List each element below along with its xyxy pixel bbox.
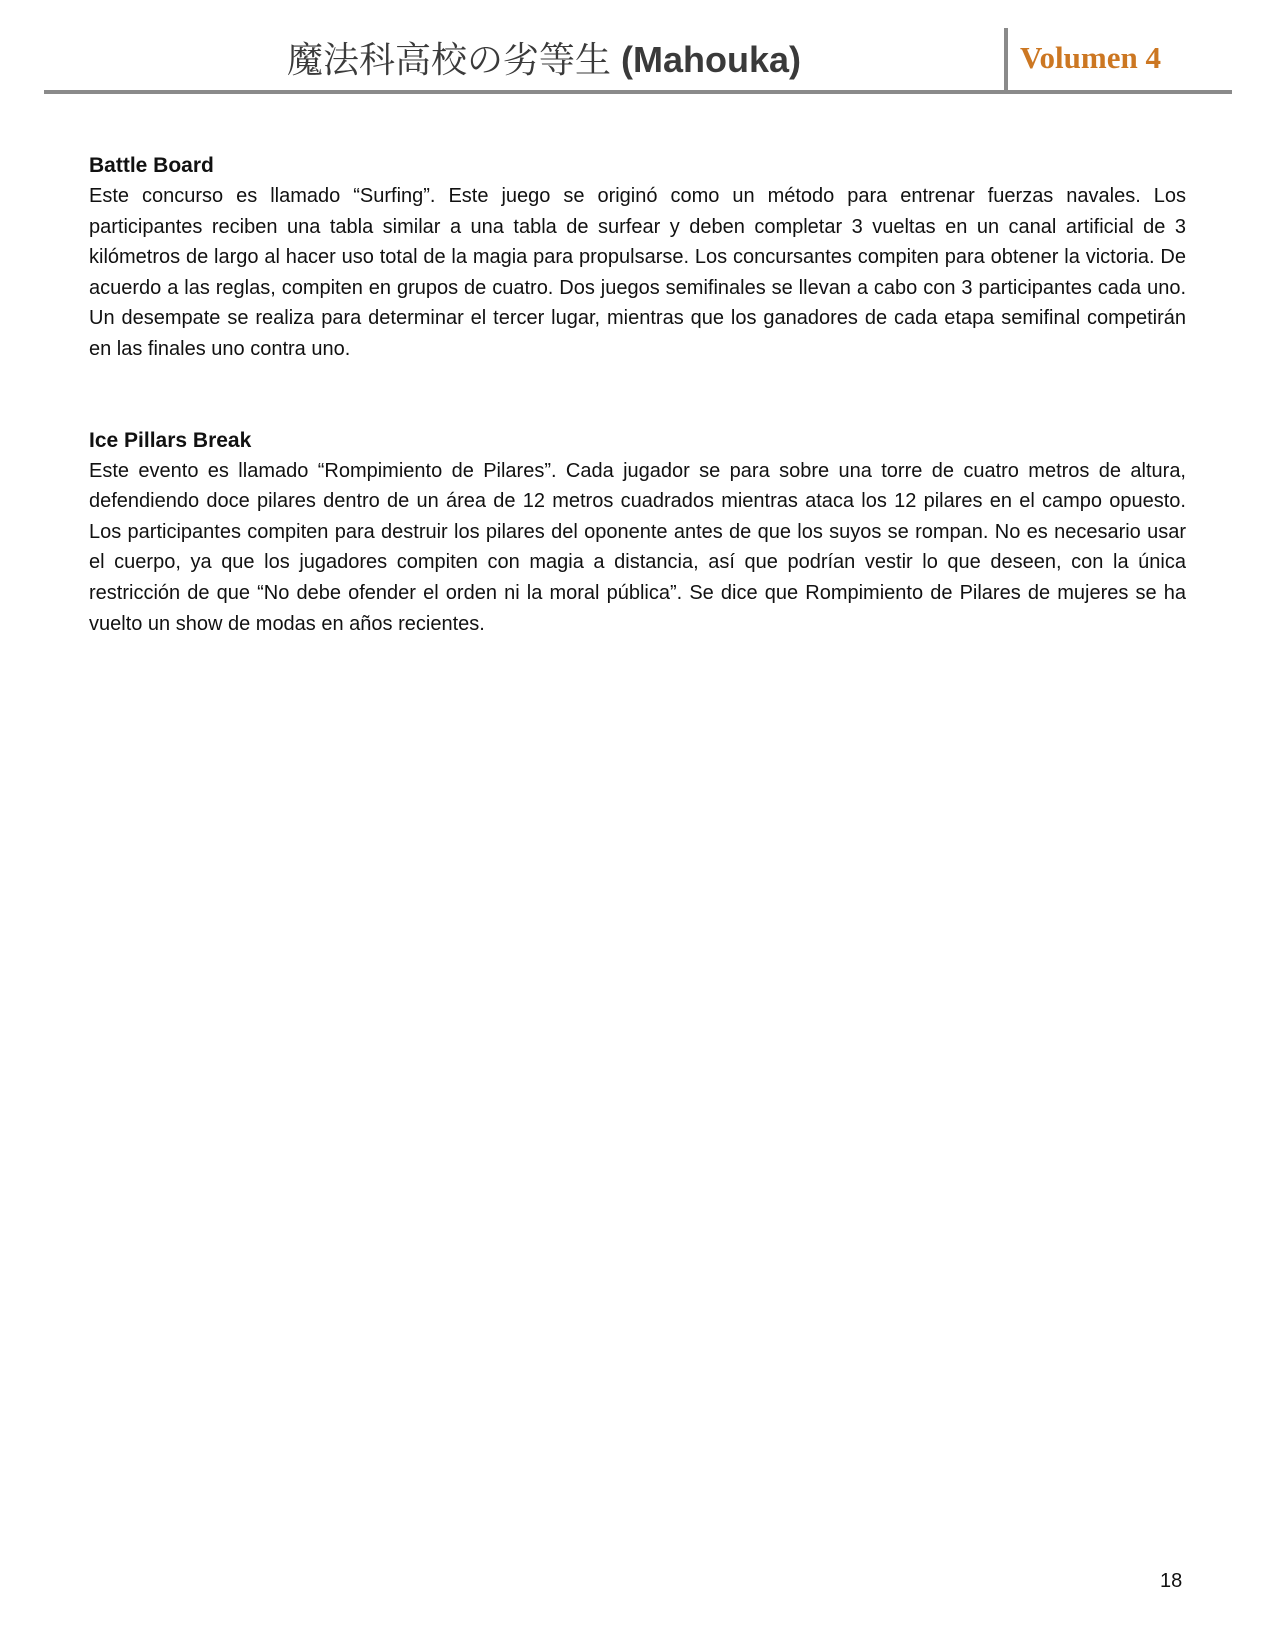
section-body: Este concurso es llamado “Surfing”. Este juego se originó como un método para entrenar fuerzas navales. Los participantes reciben una tabla similar a una tabla de surfear y deben completar 3 vueltas en un canal artificial de 3 kilómetros de largo al hacer uso total de la magia para propulsarse. Los concursantes compiten para obtener la victoria. De acuerdo a las reglas, compiten en grupos de cuatro. Dos juegos semifinales se llevan a cabo con 3 participantes cada uno. Un desempate se realiza para determinar el tercer lugar, mientras que los ganadores de cada etapa semifinal competirán en las finales uno contra uno. (89, 185, 1186, 360)
page-content (89, 151, 1186, 639)
book-title-latin: (Mahouka) (621, 39, 802, 80)
section-battle-board (89, 151, 1186, 365)
section-heading: Battle Board (89, 154, 214, 177)
page-number: 18 (1160, 1570, 1183, 1592)
volume-label: Volumen 4 (1020, 40, 1161, 75)
page-header (44, 28, 1232, 94)
book-title (44, 38, 1044, 83)
book-title-japanese: 魔法科高校の劣等生 (286, 40, 611, 81)
header-rule (44, 90, 1232, 94)
section-heading: Ice Pillars Break (89, 428, 252, 452)
section-ice-pillars-break (89, 426, 1186, 640)
header-vertical-divider (1004, 28, 1008, 90)
section-body: Este evento es llamado “Rompimiento de Pilares”. Cada jugador se para sobre una torre de cuatro metros de altura, defendiendo doce pilares dentro de un área de 12 metros cuadrados mientras ataca los 12 pilares en el campo opuesto. Los participantes compiten para destruir los pilares del oponente antes de que los suyos se rompan. No es necesario usar el cuerpo, ya que los jugadores compiten con magia a distancia, así que podrían vestir lo que deseen, con la única restricción de que “No debe ofender el orden ni la moral pública”. Se dice que Rompimiento de Pilares de mujeres se ha vuelto un show de modas en años recientes. (89, 459, 1186, 635)
